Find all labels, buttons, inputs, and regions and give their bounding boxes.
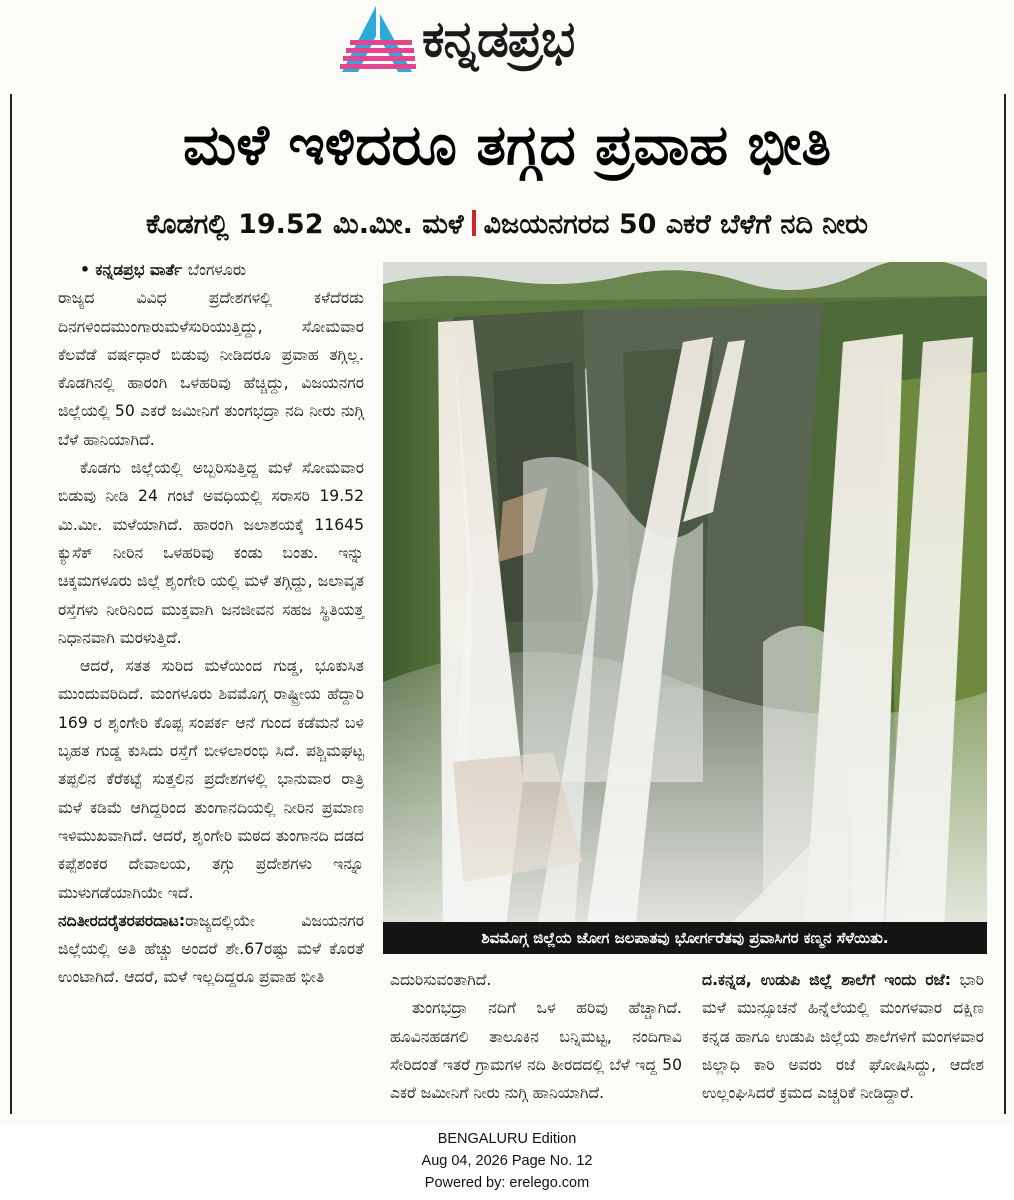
kannadaprabha-logo-icon bbox=[340, 4, 418, 76]
page-footer bbox=[0, 1128, 1014, 1194]
paragraph: ರಾಜ್ಯದ ವಿವಿಧ ಪ್ರದೇಶಗಳಲ್ಲಿ ಕಳೆದೆರಡು ದಿನಗಳಿಂದಮುಂಗಾರುಮಳೆಸುರಿಯುತ್ತಿದ್ದು, ಸೋಮವಾರ ಕೆಲವೆಡೆ ವರ್ಷಧಾರೆ ಬಿಡುವು ನೀಡಿದರೂ ಪ್ರವಾಹ ತಗ್ಗಿಲ್ಲ. ಕೊಡಗಿನಲ್ಲಿ ಹಾರಂಗಿ ಒಳಹರಿವು ಹೆಚ್ಚಿದ್ದು, ವಿಜಯನಗರ ಜಿಲ್ಲೆಯಲ್ಲಿ 50 ಎಕರೆ ಜಮೀನಿಗೆ ತುಂಗಭದ್ರಾ ನದಿ ನೀರು ನುಗ್ಗಿ ಬೆಳೆ ಹಾನಿಯಾಗಿದೆ. bbox=[58, 289, 364, 449]
edition-label: BENGALURU Edition bbox=[437, 1131, 577, 1147]
byline-source: ಕನ್ನಡಪ್ರಭ ವಾರ್ತೆ bbox=[95, 261, 183, 279]
paragraph: ತುಂಗಭದ್ರಾ ನದಿಗೆ ಒಳ ಹರಿವು ಹೆಚ್ಚಾಗಿದೆ. ಹೂವಿನಹಡಗಲಿ ತಾಲೂಕಿನ ಬನ್ನಿಮಟ್ಟ, ನಂದಿಗಾವಿ ಸೇರಿದಂತೆ ಇತರೆ ಗ್ರಾಮಗಳ ನದಿ ತೀರದದಲ್ಲಿ ಬೆಳೆ ಇದ್ದ 50 ಎಕರೆ ಜಮೀನಿಗೆ ನೀರು ನುಗ್ಗಿ ಹಾನಿಯಾಗಿದೆ. bbox=[390, 999, 682, 1103]
masthead-title: ಕನ್ನಡಪ್ರಭ bbox=[422, 10, 575, 68]
byline: • ಕನ್ನಡಪ್ರಭ ವಾರ್ತೆ ಬೆಂಗಳೂರು bbox=[80, 261, 247, 279]
paragraph: ಎದುರಿಸುವಂತಾಗಿದೆ. bbox=[390, 971, 492, 989]
subhead-right: ವಿಜಯನಗರದ 50 ಎಕರೆ ಬೆಳೆಗೆ ನದಿ ನೀರು bbox=[483, 209, 868, 240]
page-border-right bbox=[1004, 94, 1006, 1114]
headline: ಮಳೆ ಇಳಿದರೂ ತಗ್ಗದ ಪ್ರವಾಹ ಭೀತಿ bbox=[182, 113, 831, 178]
article-column-3 bbox=[702, 966, 984, 1107]
waterfall-photo bbox=[383, 262, 987, 952]
page-border-left bbox=[10, 94, 12, 1114]
subsection-lead: ನದಿತೀರದರೈತರಪರದಾಟ: bbox=[58, 911, 186, 930]
article-column-2 bbox=[390, 966, 682, 1107]
masthead bbox=[340, 2, 680, 82]
powered-by-link[interactable]: Powered by: erelego.com bbox=[424, 1175, 590, 1191]
paragraph: ದ.ಕನ್ನಡ, ಉಡುಪಿ ಜಿಲ್ಲೆ ಶಾಲೆಗೆ ಇಂದು ರಜೆ: ಭಾರಿ ಮಳೆ ಮುನ್ಸೂಚನೆ ಹಿನ್ನೆಲೆಯಲ್ಲಿ ಮಂಗಳವಾರ ದಕ್ಷಿಣ ಕನ್ನಡ ಹಾಗೂ ಉಡುಪಿ ಜಿಲ್ಲೆಯ ಶಾಲೆಗಳಿಗೆ ಮಂಗಳವಾರ ಜಿಲ್ಲಾಧಿ ಕಾರಿ ಅವರು ರಜೆ ಘೋಷಿಸಿದ್ದು, ಆದೇಶ ಉಲ್ಲಂಘಿಸಿದರೆ ಕ್ರಮದ ಎಚ್ಚರಿಕೆ ನೀಡಿದ್ದಾರೆ. bbox=[702, 971, 984, 1103]
subheadline bbox=[20, 205, 994, 245]
paragraph: ಕೊಡಗು ಜಿಲ್ಲೆಯಲ್ಲಿ ಅಬ್ಬರಿಸುತ್ತಿದ್ದ ಮಳೆ ಸೋಮವಾರ ಬಿಡುವು ನೀಡಿ 24 ಗಂಟೆ ಅವಧಿಯಲ್ಲಿ ಸರಾಸರಿ 19.52 ಮಿ.ಮೀ. ಮಳೆಯಾಗಿದೆ. ಹಾರಂಗಿ ಜಲಾಶಯಕ್ಕೆ 11645 ಕ್ಯುಸೆಕ್ ನೀರಿನ ಒಳಹರಿವು ಕಂಡು ಬಂತು. ಇನ್ನು ಚಿಕ್ಕಮಗಳೂರು ಜಿಲ್ಲೆ ಶೃಂಗೇರಿ ಯಲ್ಲಿ ಮಳೆ ತಗ್ಗಿದ್ದು, ಜಲಾವೃತ ರಸ್ತೆಗಳು ನೀರಿನಿಂದ ಮುಕ್ತವಾಗಿ ಜನಜೀವನ ಸಹಜ ಸ್ಥಿತಿಯತ್ತ ನಿಧಾನವಾಗಿ ಮರಳುತ್ತಿದೆ. bbox=[58, 459, 364, 647]
subsection-lead: ದ.ಕನ್ನಡ, ಉಡುಪಿ ಜಿಲ್ಲೆ ಶಾಲೆಗೆ ಇಂದು ರಜೆ: bbox=[702, 971, 951, 989]
subhead-left: ಕೊಡಗಲ್ಲಿ 19.52 ಮಿ.ಮೀ. ಮಳೆ bbox=[146, 209, 464, 240]
date-page-label: Aug 04, 2026 Page No. 12 bbox=[421, 1153, 593, 1169]
waterfall-illustration bbox=[383, 262, 987, 952]
byline-place: ಬೆಂಗಳೂರು bbox=[187, 261, 247, 279]
paragraph: ಆದರೆ, ಸತತ ಸುರಿದ ಮಳೆಯಿಂದ ಗುಡ್ಡ, ಭೂಕುಸಿತ ಮುಂದುವರಿದಿದೆ. ಮಂಗಳೂರು ಶಿವಮೊಗ್ಗ ರಾಷ್ಟ್ರೀಯ ಹೆದ್ದಾರಿ 169 ರ ಶೃಂಗೇರಿ ಕೊಪ್ಪ ಸಂಪರ್ಕ ಆನೆ ಗುಂದ ಕಡೆಮನೆ ಬಳಿ ಬೃಹತ ಗುಡ್ಡ ಕುಸಿದು ರಸ್ತೆಗೆ ಬೀಳಲಾರಂಭಿ ಸಿದೆ. ಪಶ್ಚಿಮಘಟ್ಟ ತಪ್ಪಲಿನ ಕೆರೆಕಟ್ಟೆ ಸುತ್ತಲಿನ ಪ್ರದೇಶಗಳಲ್ಲಿ ಭಾನುವಾರ ರಾತ್ರಿ ಮಳೆ ಕಡಿಮೆ ಆಗಿದ್ದರಿಂದ ತುಂಗಾನದಿಯಲ್ಲಿ ನೀರಿನ ಪ್ರಮಾಣ ಇಳಿಮುಖವಾಗಿದೆ. ಆದರೆ, ಶೃಂಗೇರಿ ಮಠದ ತುಂಗಾನದಿ ದಡದ ಕಪ್ಪೆಶಂಕರ ದೇವಾಲಯ, ತಗ್ಗು ಪ್ರದೇಶಗಳು ಇನ್ನೂ ಮುಳುಗಡೆಯಾಗಿಯೇ ಇದೆ. bbox=[58, 657, 364, 902]
subhead-divider bbox=[472, 210, 476, 236]
photo-caption: ಶಿವಮೊಗ್ಗ ಜಿಲ್ಲೆಯ ಜೋಗ ಜಲಪಾತವು ಭೋರ್ಗರೆತವು ಪ್ರವಾಸಿಗರ ಕಣ್ಮನ ಸೆಳೆಯಿತು. bbox=[383, 922, 987, 954]
article-column-1 bbox=[58, 256, 364, 992]
paragraph: ನದಿತೀರದರೈತರಪರದಾಟ:ರಾಜ್ಯದಲ್ಲಿಯೇ ವಿಜಯನಗರ ಜಿಲ್ಲೆಯಲ್ಲಿ ಅತಿ ಹೆಚ್ಚು ಅಂದರೆ ಶೇ.67ರಷ್ಟು ಮಳೆ ಕೊರತೆ ಉಂಟಾಗಿದೆ. ಆದರೆ, ಮಳೆ ಇಲ್ಲದಿದ್ದರೂ ಪ್ರವಾಹ ಭೀತಿ bbox=[58, 911, 364, 987]
